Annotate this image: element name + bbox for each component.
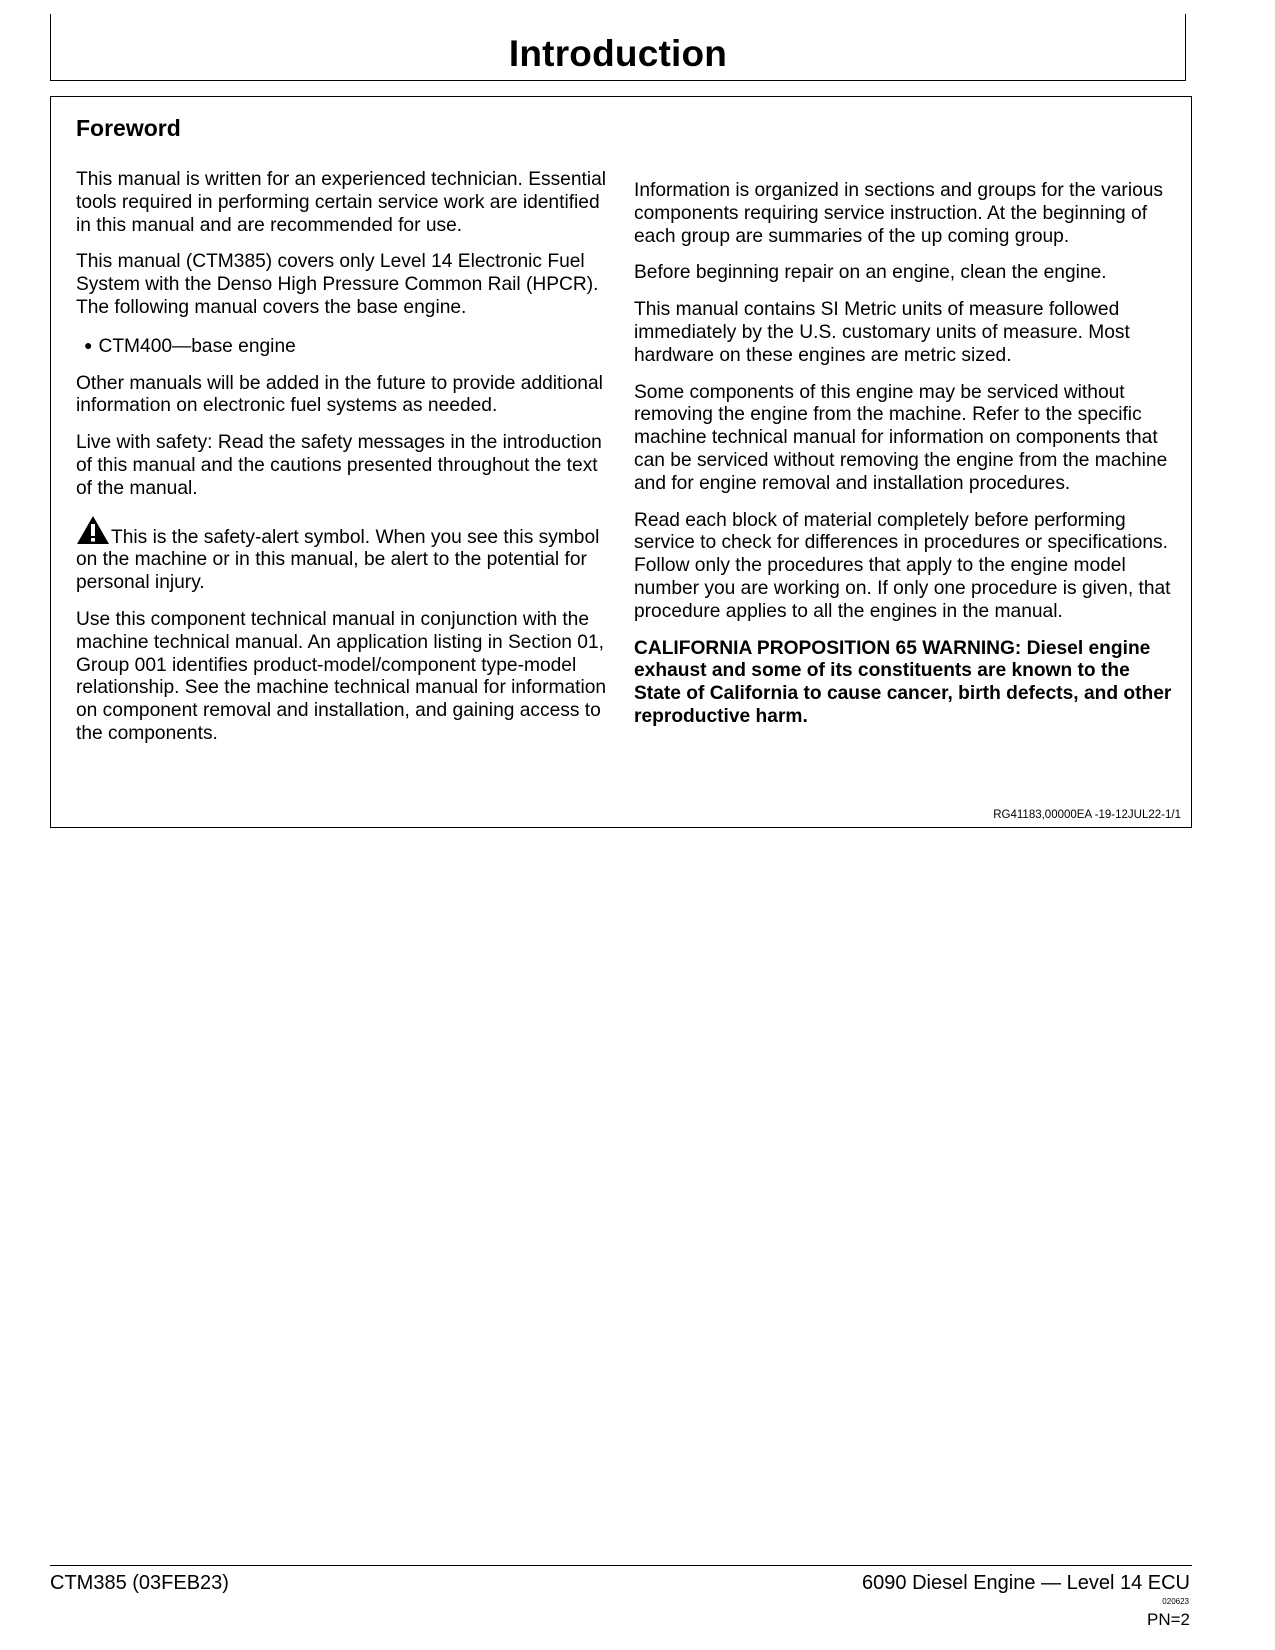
page-header [50,14,1186,81]
footer-manual-title: 6090 Diesel Engine — Level 14 ECU [862,1572,1190,1594]
reference-code: RG41183,00000EA -19-12JUL22-1/1 [993,808,1181,821]
footer-small-code: 020623 [1162,1597,1189,1606]
paragraph-live-with-safety: Live with safety: Read the safety messages in the introduction of this manual and the cautions presented throughout the text of the manual. [76,432,602,499]
paragraph-component-manual: Use this component technical manual in conjunction with the machine technical manual. An application listing in Section 01, Group 001 identifies product-model/component type-model relationship. See the machine technical manual for information on component removal and installation, and gaining access to the components. [76,608,607,744]
right-column [634,180,1179,743]
paragraph-components-service: Some components of this engine may be serviced without removing the engine from the machine. Refer to the specific machine technical manual for information on components that can be serviced without removing the engine from the machine and for engine removal and installation procedures. [634,381,1168,494]
page-number: PN=2 [1147,1610,1190,1629]
paragraph-clean-engine: Before beginning repair on an engine, clean the engine. [634,262,1107,284]
page-title: Introduction [508,33,728,74]
warning-triangle-icon [76,515,110,545]
list-item-text: CTM400—base engine [98,335,296,357]
prop65-warning: CALIFORNIA PROPOSITION 65 WARNING: Diesel engine exhaust and some of its constituents are known to the State of California to cause cancer, birth defects, and other reproductive harm. [634,637,1172,727]
paragraph-other-manuals: Other manuals will be added in the future to provide additional information on electronic fuel systems as needed. [76,372,603,417]
safety-alert-text: This is the safety-alert symbol. When you see this symbol on the machine or in this manual, be alert to the potential for personal injury. [76,526,600,594]
footer-divider [50,1565,1192,1566]
paragraph-intro: This manual is written for an experienced technician. Essential tools required in performing certain service work are identified in this manual and are recommended for use. [76,169,607,236]
paragraph-organization: Information is organized in sections and groups for the various components requiring service instruction. At the beginning of each group are summaries of the up coming group. [634,180,1164,247]
paragraph-coverage: This manual (CTM385) covers only Level 14 Electronic Fuel System with the Denso High Pressure Common Rail (HPCR). The following manual covers the base engine. [76,251,599,318]
paragraph-units: This manual contains SI Metric units of measure followed immediately by the U.S. customary units of measure. Most hardware on these engines are metric sized. [634,299,1130,366]
list-item [76,334,616,359]
foreword-section [50,96,1192,828]
paragraph-read-each-block: Read each block of material completely before performing service to check for differences in procedures or specifications. Follow only the procedures that apply to the engine model number you are working on. If only one procedure is given, that procedure applies to all the engines in the manual. [634,509,1171,622]
paragraph-safety-alert [76,515,616,595]
bullet-dot-icon: ● [84,336,93,353]
left-column [76,169,616,760]
footer-manual-id: CTM385 (03FEB23) [50,1572,229,1594]
section-title: Foreword [76,115,181,141]
